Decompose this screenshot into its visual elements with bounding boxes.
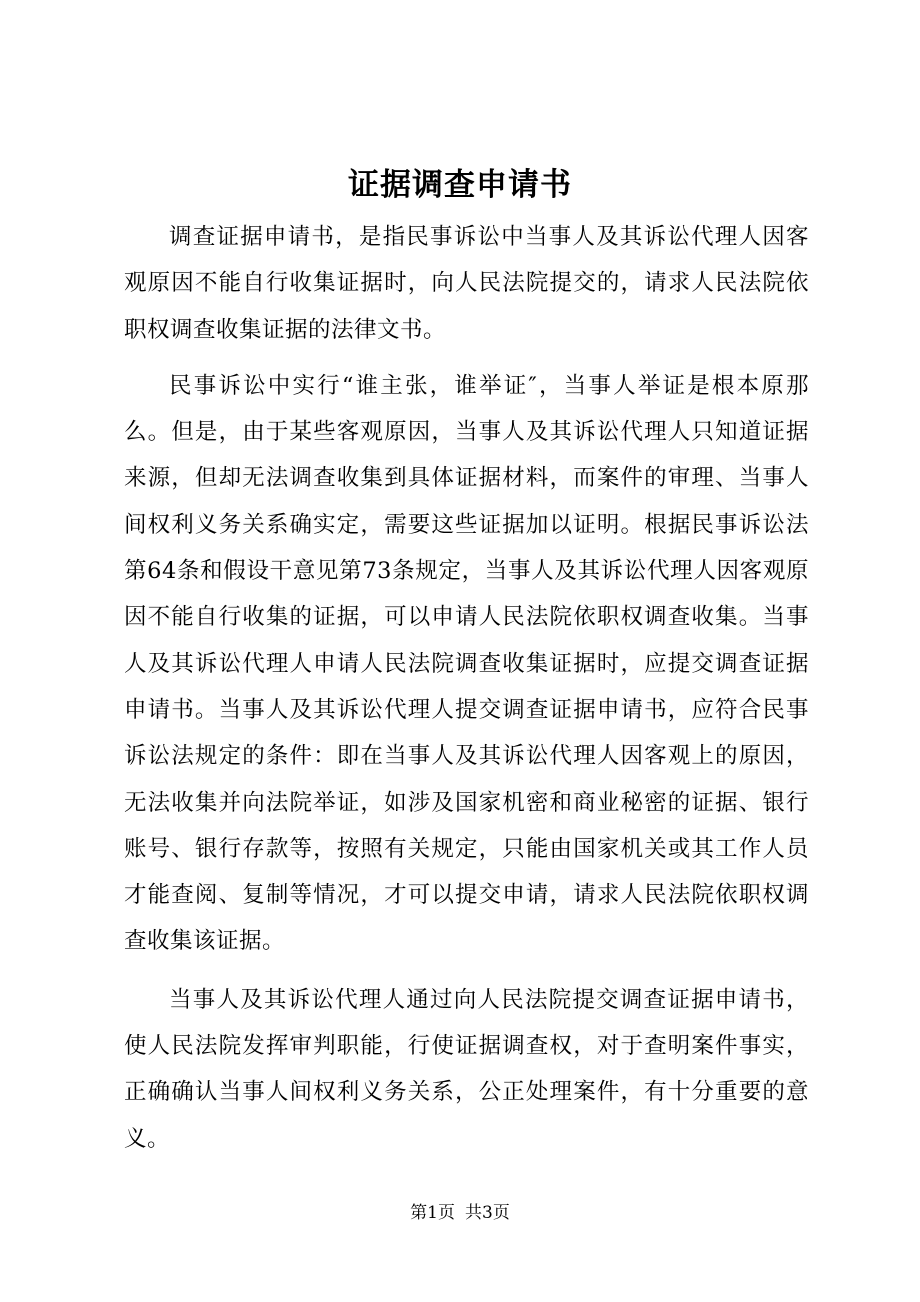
page-number-current: 第1页 [410, 1203, 455, 1223]
paragraph-significance: 当事人及其诉讼代理人通过向人民法院提交调查证据申请书，使人民法院发挥审判职能，行使证据调查权，对于查明案件事实，正确确认当事人间权利义务关系，公正处理案件，有十分重要的意义。 [124, 986, 809, 1152]
paragraph-definition: 调查证据申请书，是指民事诉讼中当事人及其诉讼代理人因客观原因不能自行收集证据时，向人民法院提交的，请求人民法院依职权调查收集证据的法律文书。 [124, 224, 809, 343]
document-title: 证据调查申请书 [348, 167, 572, 203]
document-body [124, 214, 809, 1172]
paragraph-legal-basis: 民事诉讼中实行“谁主张，谁举证″，当事人举证是根本原那么。但是，由于某些客观原因，当事人及其诉讼代理人只知道证据来源，但却无法调查收集到具体证据材料，而案件的审理、当事人间权利义务关系确实定，需要这些证据加以证明。根据民事诉讼法第64条和假设干意见第73条规定，当事人及其诉讼代理人因客观原因不能自行收集的证据，可以申请人民法院依职权调查收集。当事人及其诉讼代理人申请人民法院调查收集证据时，应提交调查证据申请书。当事人及其诉讼代理人提交调查证据申请书，应符合民事诉讼法规定的条件：即在当事人及其诉讼代理人因客观上的原因，无法收集并向法院举证，如涉及国家机密和商业秘密的证据、银行账号、银行存款等，按照有关规定，只能由国家机关或其工作人员才能查阅、复制等情况，才可以提交申请，请求人民法院依职权调查收集该证据。 [124, 372, 809, 955]
page-footer [0, 1198, 920, 1228]
page-number-total: 共3页 [465, 1203, 510, 1223]
